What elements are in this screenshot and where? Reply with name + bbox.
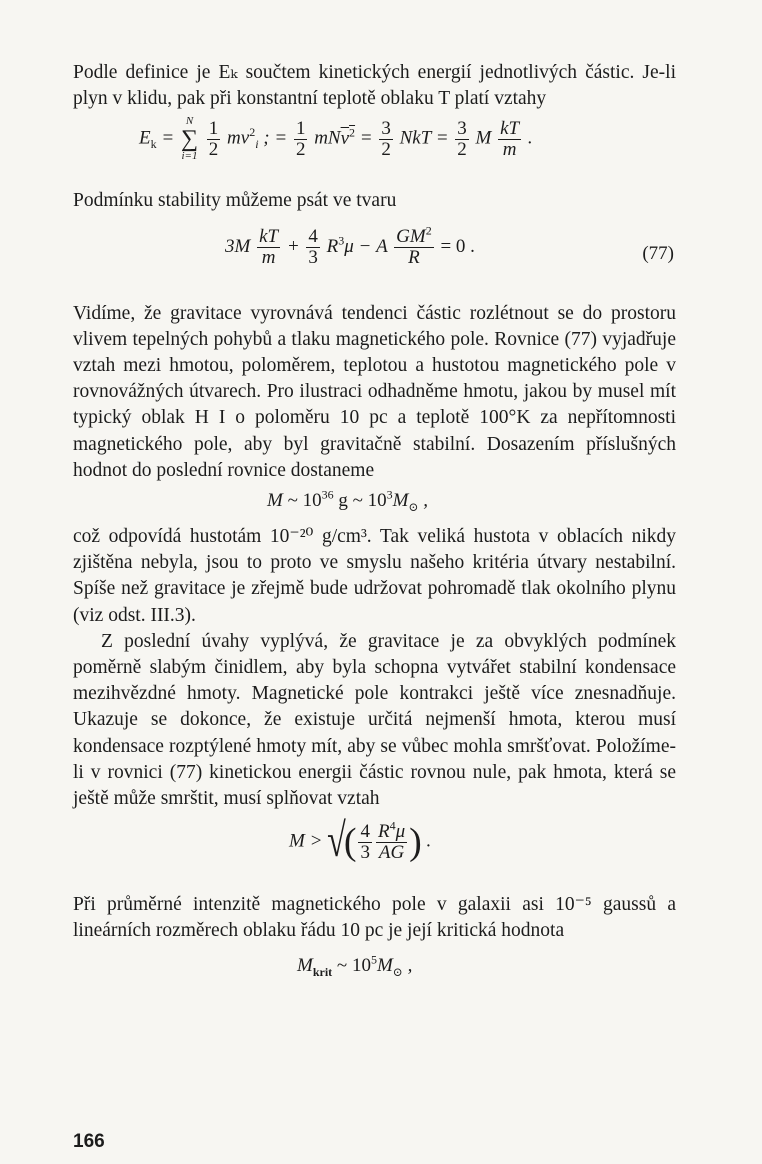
- equation-minimum-mass: M > √( $\frac{4}{3}$ $\frac{R^4\mu}{AG}$ ) .: [289, 815, 432, 868]
- page-number: 166: [73, 1131, 105, 1152]
- paragraph-1: Podle definice je Eₖ součtem kinetických energií jednotlivých částic. Je-li plyn v klidu, pak při konstantní teplotě oblaku T platí vztahy: [73, 62, 676, 110]
- equation-77: 3M $\frac{kT}{m}$ + $\frac{4}{3}$ $R^3\mu - A$ $\frac{GM^2}{R}$ = 0 . (77): [225, 223, 674, 268]
- paragraph-3: Vidíme, že gravitace vyrovnává tendenci částic rozlétnout se do prostoru vlivem tepelných pohybů a tlaku magnetického pole. Rovnice (77) vyjadřuje vztah mezi hmotou, poloměrem, teplotou a hustotou magnetického pole v rovnovážných útvarech. Pro ilustraci odhadněme hmotu, jakou by musel mít typický oblak H I o poloměru 10 pc a teplotě 100°K za nepřítomnosti magnetického pole, aby byl gravitačně stabilní. Dosazením příslušných hodnot do poslední rovnice dostaneme: [73, 302, 676, 481]
- page-body: [73, 60, 676, 987]
- equation-kinetic-energy: $E_k$ = N ∑ i=1 $\frac{1}{2}$ $mv^2_i$ ; = $\frac{1}{2}$ mNv$^2$ = $\frac{3}{2}$ NkT = $\frac{3}{2}$ M $\frac{kT}{m}$ .: [139, 115, 533, 163]
- equation-mass-estimate: M ~ $10^{36}$ g ~ $10^3M_⊙$ ,: [267, 487, 429, 514]
- equation-number: (77): [642, 242, 674, 264]
- paragraph-2: Podmínku stability můžeme psát ve tvaru: [73, 190, 397, 212]
- paragraph-5: Z poslední úvahy vyplývá, že gravitace je za obvyklých podmínek poměrně slabým činidlem, aby byla schopna vytvářet stabilní kondensace mezihvězdné hmoty. Magnetické pole kontrakci ještě více znesnadňuje. Ukazuje se dokonce, že existuje určitá nejmenší hmota, kterou musí kondensace rozptýlené hmoty mít, aby se vůbec mohla smršťovat. Položíme-li v rovnici (77) kinetickou energii částic rovnou nule, pak hmota, která se ještě může smrštit, musí splňovat vztah: [73, 630, 676, 810]
- equation-critical-mass: $M_{krit}$ ~ $10^5M_⊙$ ,: [297, 952, 413, 979]
- paragraph-6: Při průměrné intenzitě magnetického pole v galaxii asi 10⁻⁵ gaussů a lineárních rozměrech oblaku řádu 10 pc je její kritická hodnota: [73, 894, 676, 942]
- paragraph-4: což odpovídá hustotám 10⁻²⁰ g/cm³. Tak veliká hustota v oblacích nikdy zjištěna nebyla, jsou to proto ve smyslu našeho kritéria útvary nestabilní. Spíše než gravitace je zřejmě bude udržovat pohromadě tlak okolního plynu (viz odst. III.3).: [73, 526, 676, 626]
